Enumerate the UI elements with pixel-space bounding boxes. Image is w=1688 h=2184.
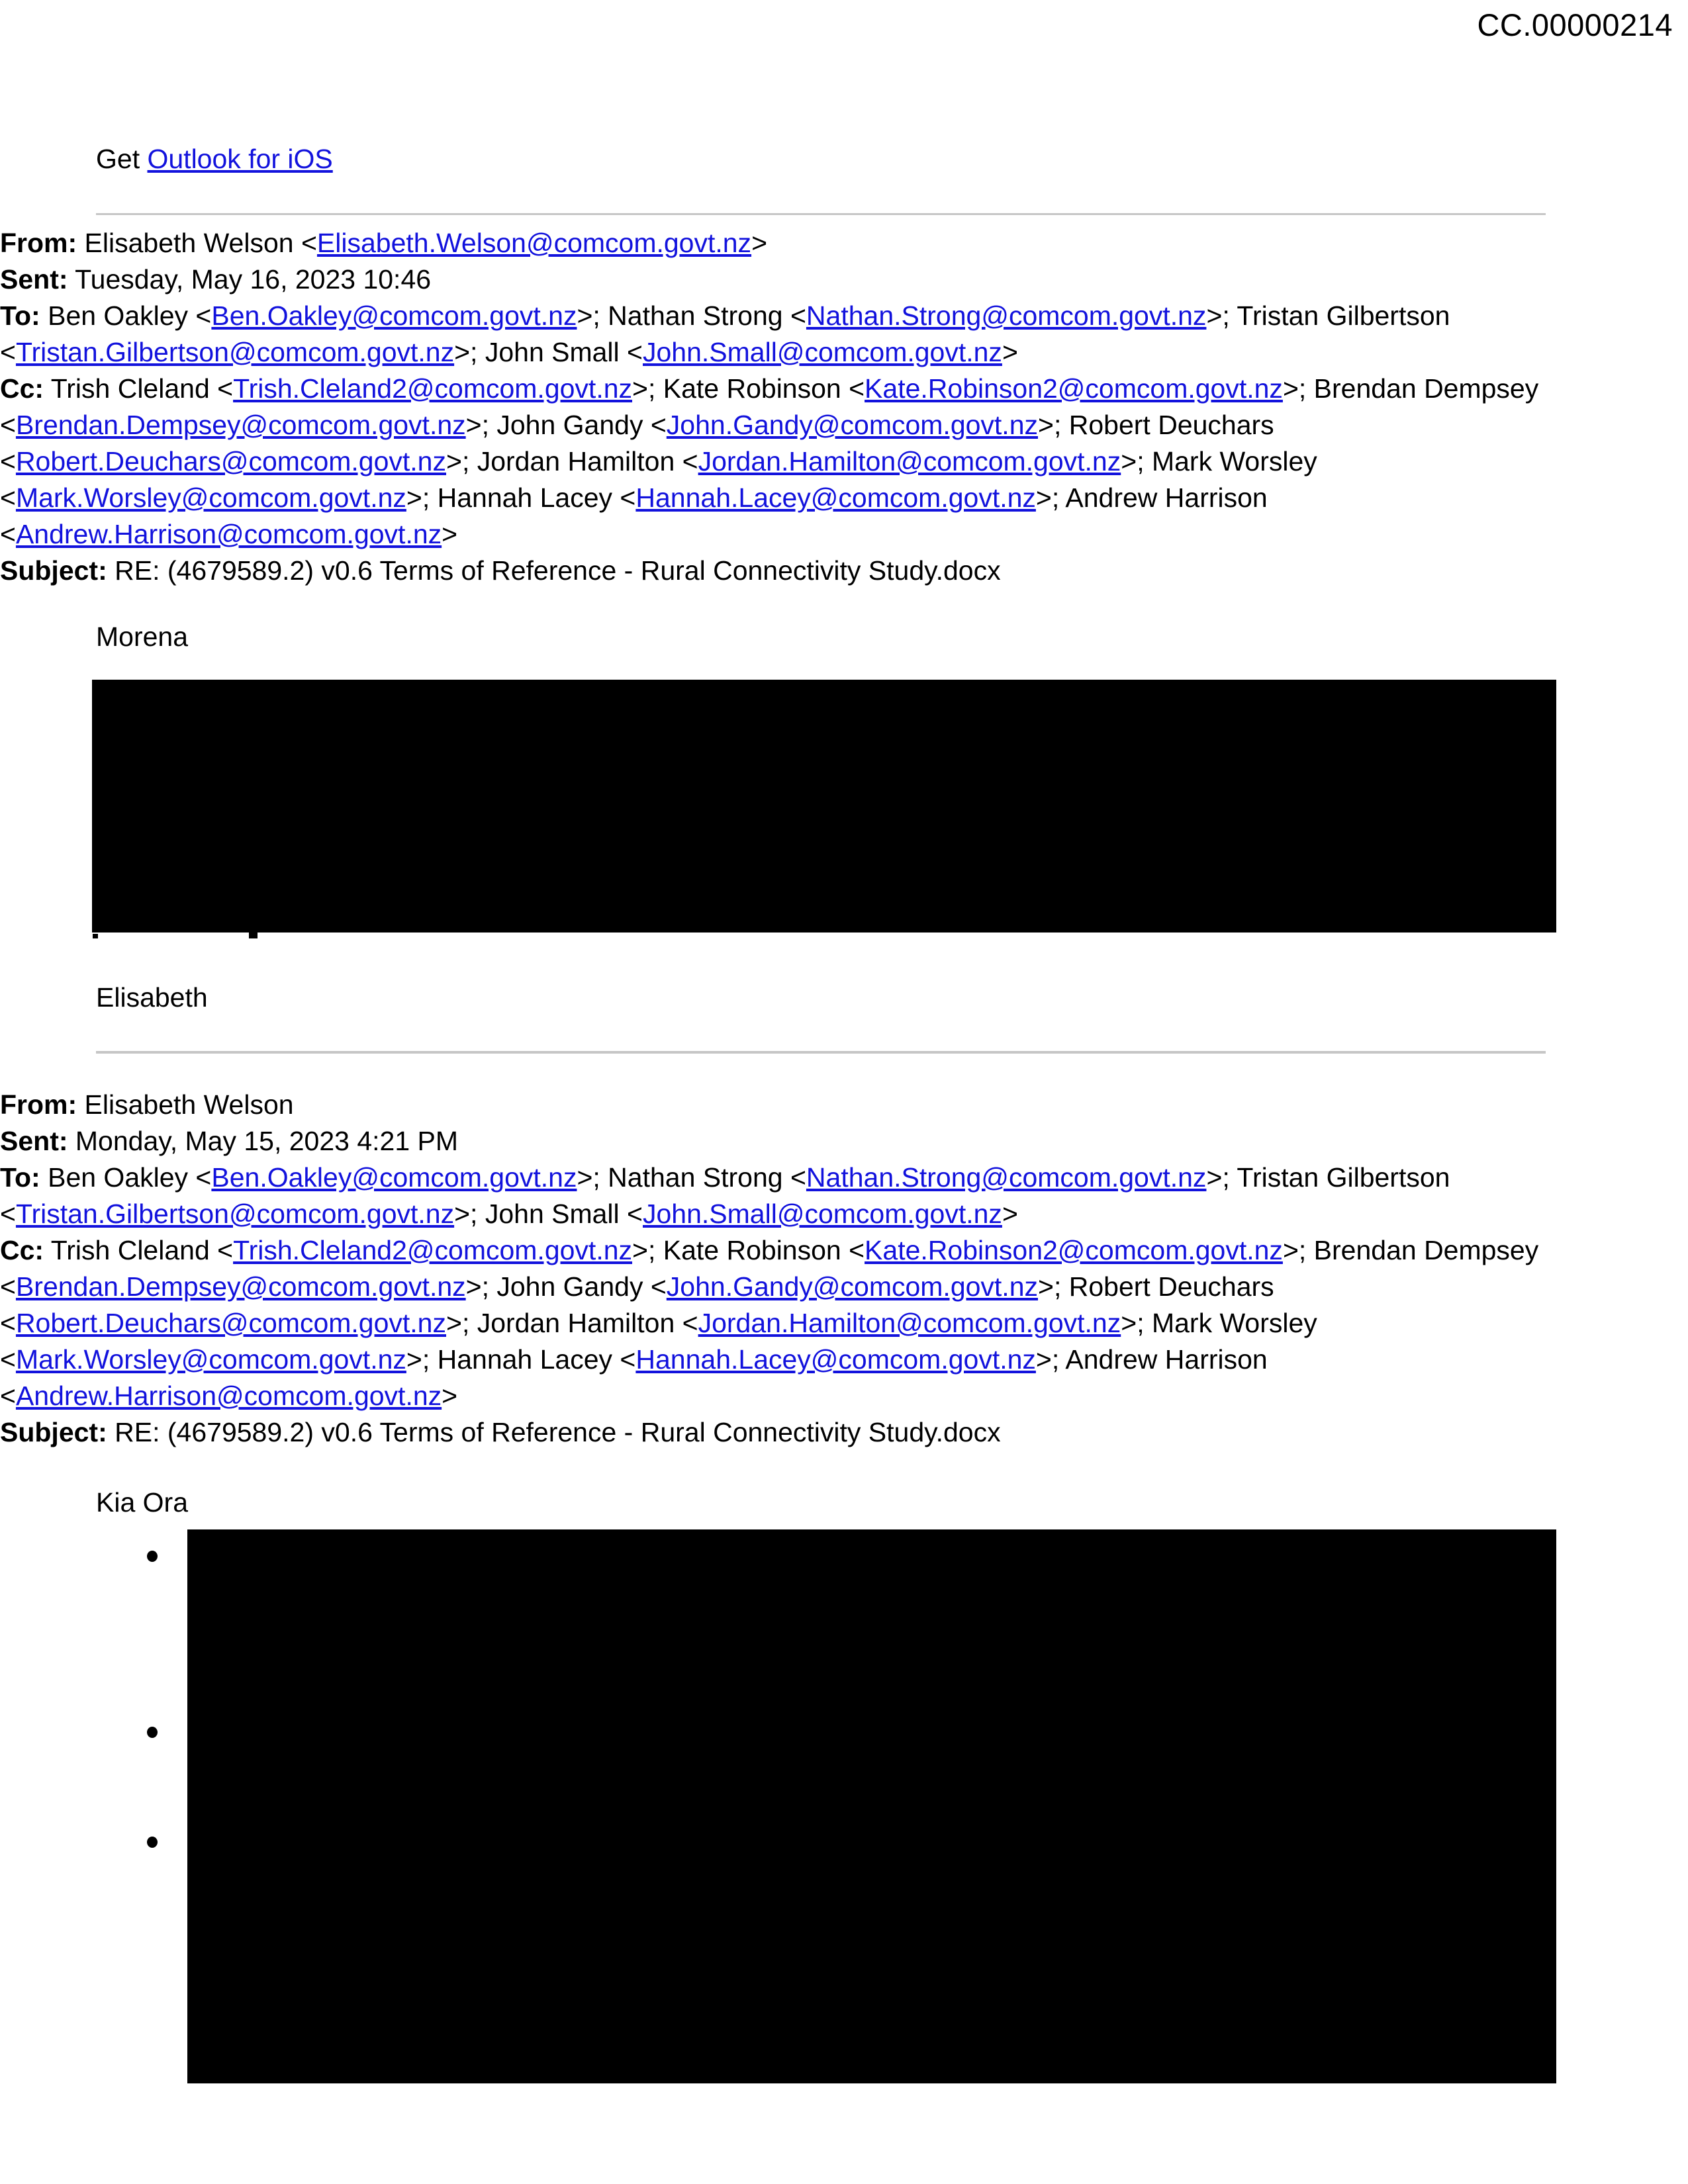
header-text-run: >; John Gandy < (465, 1271, 667, 1302)
header-text-run: Trish Cleland < (44, 1235, 234, 1265)
header-text-run: >; Kate Robinson < (632, 1235, 865, 1265)
email-address-link[interactable]: John.Small@comcom.govt.nz (643, 337, 1002, 367)
cc-value (0, 373, 1538, 549)
header-text-run: >; Mark Worsley < (0, 1308, 1317, 1375)
cc-value (0, 1235, 1538, 1411)
email-divider (96, 1051, 1546, 1054)
cc-label: Cc: (0, 1235, 44, 1265)
email-address-link[interactable]: John.Small@comcom.govt.nz (643, 1199, 1002, 1229)
header-text-run: >; John Gandy < (465, 410, 667, 440)
to-value (0, 300, 1450, 367)
header-text-run: Elisabeth Welson (77, 1089, 294, 1120)
outlook-for-ios-link[interactable]: Outlook for iOS (147, 144, 333, 174)
email-address-link[interactable]: John.Gandy@comcom.govt.nz (666, 410, 1039, 440)
to-label: To: (0, 300, 40, 331)
email2-greeting: Kia Ora (96, 1487, 188, 1518)
email-address-link[interactable]: Mark.Worsley@comcom.govt.nz (15, 482, 406, 513)
from-label: From: (0, 1089, 77, 1120)
email-address-link[interactable]: Tristan.Gilbertson@comcom.govt.nz (15, 337, 455, 367)
sent-value (68, 264, 432, 295)
from-value (77, 1089, 293, 1120)
email2-to-row (0, 1160, 1688, 1232)
header-text-run: >; John Small < (454, 1199, 643, 1229)
email1-greeting: Morena (96, 621, 189, 652)
redaction-remnant-mark (93, 934, 98, 938)
from-label: From: (0, 228, 77, 258)
email-address-link[interactable]: Robert.Deuchars@comcom.govt.nz (15, 1308, 446, 1338)
email-address-link[interactable]: Brendan.Dempsey@comcom.govt.nz (15, 1271, 466, 1302)
cc-label: Cc: (0, 373, 44, 404)
email-address-link[interactable]: Nathan.Strong@comcom.govt.nz (806, 1162, 1207, 1193)
header-text-run: >; Kate Robinson < (632, 373, 865, 404)
header-text-run: >; Brendan Dempsey < (0, 1235, 1539, 1302)
email-address-link[interactable]: Ben.Oakley@comcom.govt.nz (211, 1162, 577, 1193)
bullet-marker (147, 1837, 158, 1848)
email-address-link[interactable]: Jordan.Hamilton@comcom.govt.nz (698, 1308, 1121, 1338)
outlook-signature-note (96, 141, 333, 177)
subject-label: Subject: (0, 1417, 107, 1447)
header-text-run: RE: (4679589.2) v0.6 Terms of Reference - Rural Connectivity Study.docx (107, 1417, 1001, 1447)
header-text-run: >; Tristan Gilbertson < (0, 300, 1450, 367)
email-address-link[interactable]: Trish.Cleland2@comcom.govt.nz (233, 373, 633, 404)
subject-value (107, 555, 1001, 586)
header-text-run: >; Hannah Lacey < (406, 482, 636, 513)
header-text-run: > (1002, 1199, 1018, 1229)
email-address-link[interactable]: Kate.Robinson2@comcom.govt.nz (865, 1235, 1283, 1265)
header-text-run: Ben Oakley < (40, 1162, 212, 1193)
email2-cc-row (0, 1232, 1688, 1414)
email-address-link[interactable]: Andrew.Harrison@comcom.govt.nz (15, 1381, 442, 1411)
email-divider (96, 213, 1546, 215)
email-address-link[interactable]: Brendan.Dempsey@comcom.govt.nz (15, 410, 466, 440)
redaction-block-email2-bullet-list (187, 1529, 1556, 2083)
email1-sent-row (0, 261, 1688, 298)
header-text-run: >; Robert Deuchars < (0, 410, 1274, 477)
to-label: To: (0, 1162, 40, 1193)
header-text-run: Trish Cleland < (44, 373, 234, 404)
outlook-note-prefix: Get (96, 144, 148, 174)
header-text-run: >; Nathan Strong < (577, 300, 806, 331)
email2-subject-row (0, 1414, 1688, 1451)
email-address-link[interactable]: Trish.Cleland2@comcom.govt.nz (233, 1235, 633, 1265)
header-text-run: >; Andrew Harrison < (0, 1344, 1268, 1411)
to-value (0, 1162, 1450, 1229)
email-address-link[interactable]: John.Gandy@comcom.govt.nz (666, 1271, 1039, 1302)
header-text-run: > (442, 1381, 458, 1411)
subject-value (107, 1417, 1001, 1447)
sent-label: Sent: (0, 264, 68, 295)
header-text-run: >; Brendan Dempsey < (0, 373, 1539, 440)
header-text-run: > (442, 519, 458, 549)
header-text-run: Monday, May 15, 2023 4:21 PM (68, 1126, 459, 1156)
email-address-link[interactable]: Andrew.Harrison@comcom.govt.nz (15, 519, 442, 549)
email-address-link[interactable]: Jordan.Hamilton@comcom.govt.nz (698, 446, 1121, 477)
email2-from-row (0, 1087, 1688, 1123)
email1-from-row (0, 225, 1688, 261)
document-id-stamp: CC.00000214 (1477, 7, 1673, 42)
header-text-run: Elisabeth Welson < (77, 228, 317, 258)
email1-to-row (0, 298, 1688, 371)
header-text-run: >; Robert Deuchars < (0, 1271, 1274, 1338)
header-text-run: >; Andrew Harrison < (0, 482, 1268, 549)
header-text-run: >; Jordan Hamilton < (446, 1308, 698, 1338)
header-text-run: >; Tristan Gilbertson < (0, 1162, 1450, 1229)
email-address-link[interactable]: Mark.Worsley@comcom.govt.nz (15, 1344, 406, 1375)
subject-label: Subject: (0, 555, 107, 586)
email-address-link[interactable]: Nathan.Strong@comcom.govt.nz (806, 300, 1207, 331)
email1-cc-row (0, 371, 1688, 553)
header-text-run: >; Nathan Strong < (577, 1162, 806, 1193)
header-text-run: RE: (4679589.2) v0.6 Terms of Reference - Rural Connectivity Study.docx (107, 555, 1001, 586)
email2-sent-row (0, 1123, 1688, 1160)
header-text-run: >; Hannah Lacey < (406, 1344, 636, 1375)
header-text-run: > (751, 228, 768, 258)
header-text-run: Tuesday, May 16, 2023 10:46 (68, 264, 432, 295)
email1-subject-row (0, 553, 1688, 589)
header-text-run: >; John Small < (454, 337, 643, 367)
email-address-link[interactable]: Elisabeth.Welson@comcom.govt.nz (316, 228, 752, 258)
email-address-link[interactable]: Tristan.Gilbertson@comcom.govt.nz (15, 1199, 455, 1229)
bullet-marker (147, 1727, 158, 1738)
header-text-run: Ben Oakley < (40, 300, 212, 331)
email2-header-block (0, 1087, 1688, 1451)
email-address-link[interactable]: Hannah.Lacey@comcom.govt.nz (635, 482, 1036, 513)
redaction-remnant-mark (249, 933, 258, 938)
email1-header-block (0, 225, 1688, 589)
email-address-link[interactable]: Ben.Oakley@comcom.govt.nz (211, 300, 577, 331)
email-address-link[interactable]: Robert.Deuchars@comcom.govt.nz (15, 446, 446, 477)
redaction-block-email1-body (92, 680, 1556, 933)
sent-label: Sent: (0, 1126, 68, 1156)
bullet-marker (147, 1551, 158, 1562)
from-value (77, 228, 767, 258)
sent-value (68, 1126, 459, 1156)
header-text-run: > (1002, 337, 1018, 367)
header-text-run: >; Jordan Hamilton < (446, 446, 698, 477)
email-address-link[interactable]: Kate.Robinson2@comcom.govt.nz (865, 373, 1283, 404)
email-address-link[interactable]: Hannah.Lacey@comcom.govt.nz (635, 1344, 1036, 1375)
email1-signature: Elisabeth (96, 982, 208, 1013)
header-text-run: >; Mark Worsley < (0, 446, 1317, 513)
